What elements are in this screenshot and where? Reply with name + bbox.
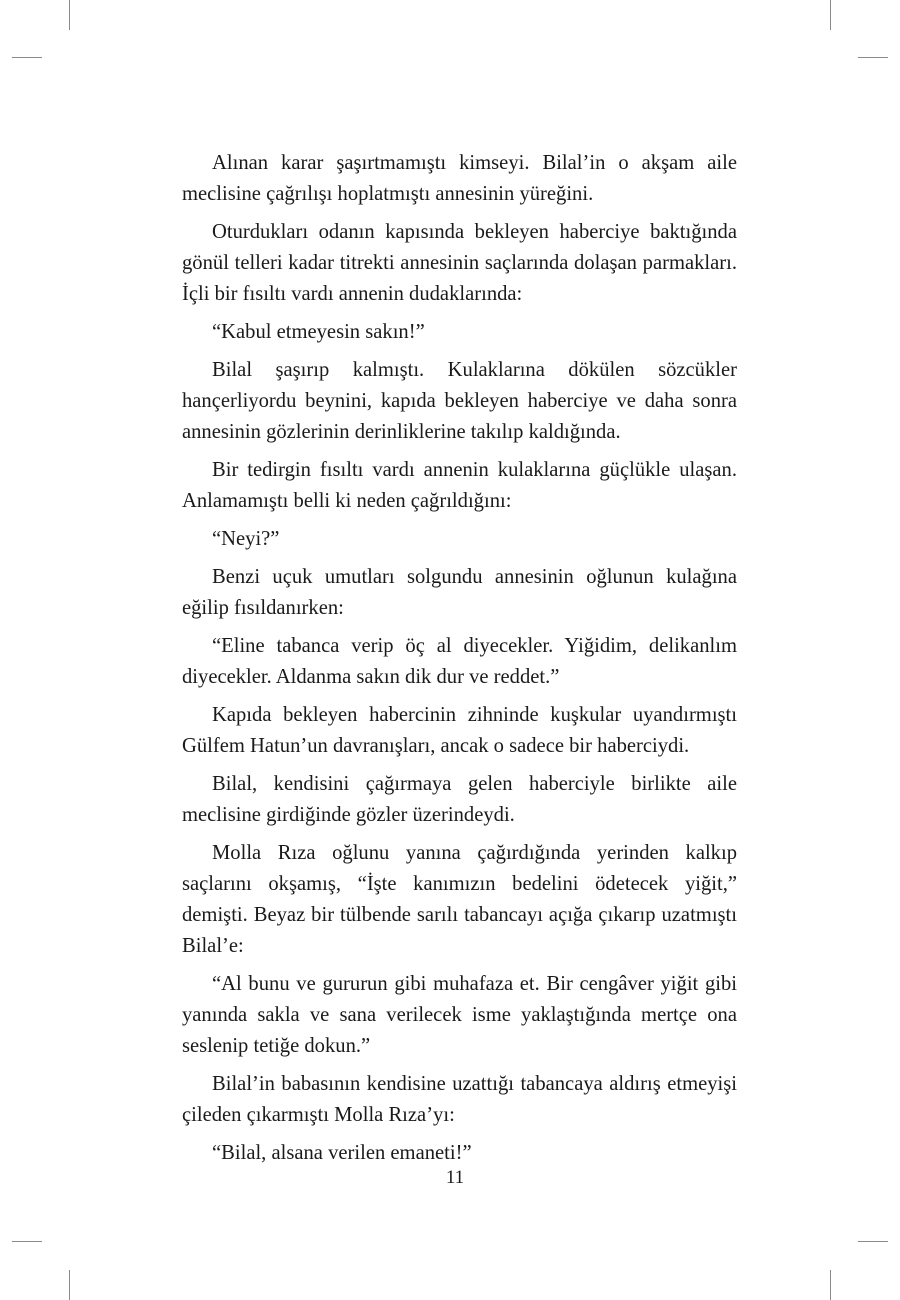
body-text <box>182 148 737 1176</box>
paragraph: Oturdukları odanın kapısında bekleyen haberciye baktığında gönül telleri kadar titrekti annesinin saçlarında dolaşan parmakları. İçli bir fısıltı vardı annenin dudaklarında: <box>182 221 737 305</box>
crop-mark-left-top <box>12 57 42 58</box>
crop-mark-left-bottom <box>12 1241 42 1242</box>
paragraph: Bilal’in babasının kendisine uzattığı tabancaya aldırış etmeyişi çileden çıkarmıştı Molla Rıza’yı: <box>182 1073 737 1126</box>
crop-mark-top-right <box>830 0 831 30</box>
crop-mark-right-top <box>858 57 888 58</box>
paragraph: Benzi uçuk umutları solgundu annesinin oğlunun kulağına eğilip fısıldanırken: <box>182 566 737 619</box>
paragraph: “Neyi?” <box>212 528 280 550</box>
paragraph: Bilal, kendisini çağırmaya gelen haberciyle birlikte aile meclisine girdiğinde gözler üzerindeydi. <box>182 773 737 826</box>
paragraph: “Al bunu ve gururun gibi muhafaza et. Bir cengâver yiğit gibi yanında sakla ve sana verilecek isme yaklaştığında mertçe ona seslenip tetiğe dokun.” <box>182 973 737 1057</box>
paragraph: Bir tedirgin fısıltı vardı annenin kulaklarına güçlükle ulaşan. Anlamamıştı belli ki neden çağrıldığını: <box>182 459 737 512</box>
paragraph: “Eline tabanca verip öç al diyecekler. Yiğidim, delikanlım diyecekler. Aldanma sakın dik dur ve reddet.” <box>182 635 737 688</box>
paragraph: Bilal şaşırıp kalmıştı. Kulaklarına dökülen sözcükler hançerliyordu beynini, kapıda bekleyen haberciye ve daha sonra annesinin gözlerinin derinliklerine takılıp kaldığında. <box>182 359 737 443</box>
crop-mark-bottom-left <box>69 1270 70 1300</box>
paragraph: “Kabul etmeyesin sakın!” <box>212 321 425 343</box>
paragraph: “Bilal, alsana verilen emaneti!” <box>212 1142 472 1164</box>
crop-mark-top-left <box>69 0 70 30</box>
paragraph: Molla Rıza oğlunu yanına çağırdığında yerinden kalkıp saçlarını okşamış, “İşte kanımızın bedelini ödetecek yiğit,” demişti. Beyaz bir tülbende sarılı tabancayı açığa çıkarıp uzatmıştı Bilal’e: <box>182 842 737 957</box>
paragraph: Kapıda bekleyen habercinin zihninde kuşkular uyandırmıştı Gülfem Hatun’un davranışları, ancak o sadece bir haberciydi. <box>182 704 737 757</box>
paragraph: Alınan karar şaşırtmamıştı kimseyi. Bilal’in o akşam aile meclisine çağrılışı hoplatmıştı annesinin yüreğini. <box>182 152 737 205</box>
page-number: 11 <box>445 1167 465 1188</box>
crop-mark-right-bottom <box>858 1241 888 1242</box>
crop-mark-bottom-right <box>830 1270 831 1300</box>
